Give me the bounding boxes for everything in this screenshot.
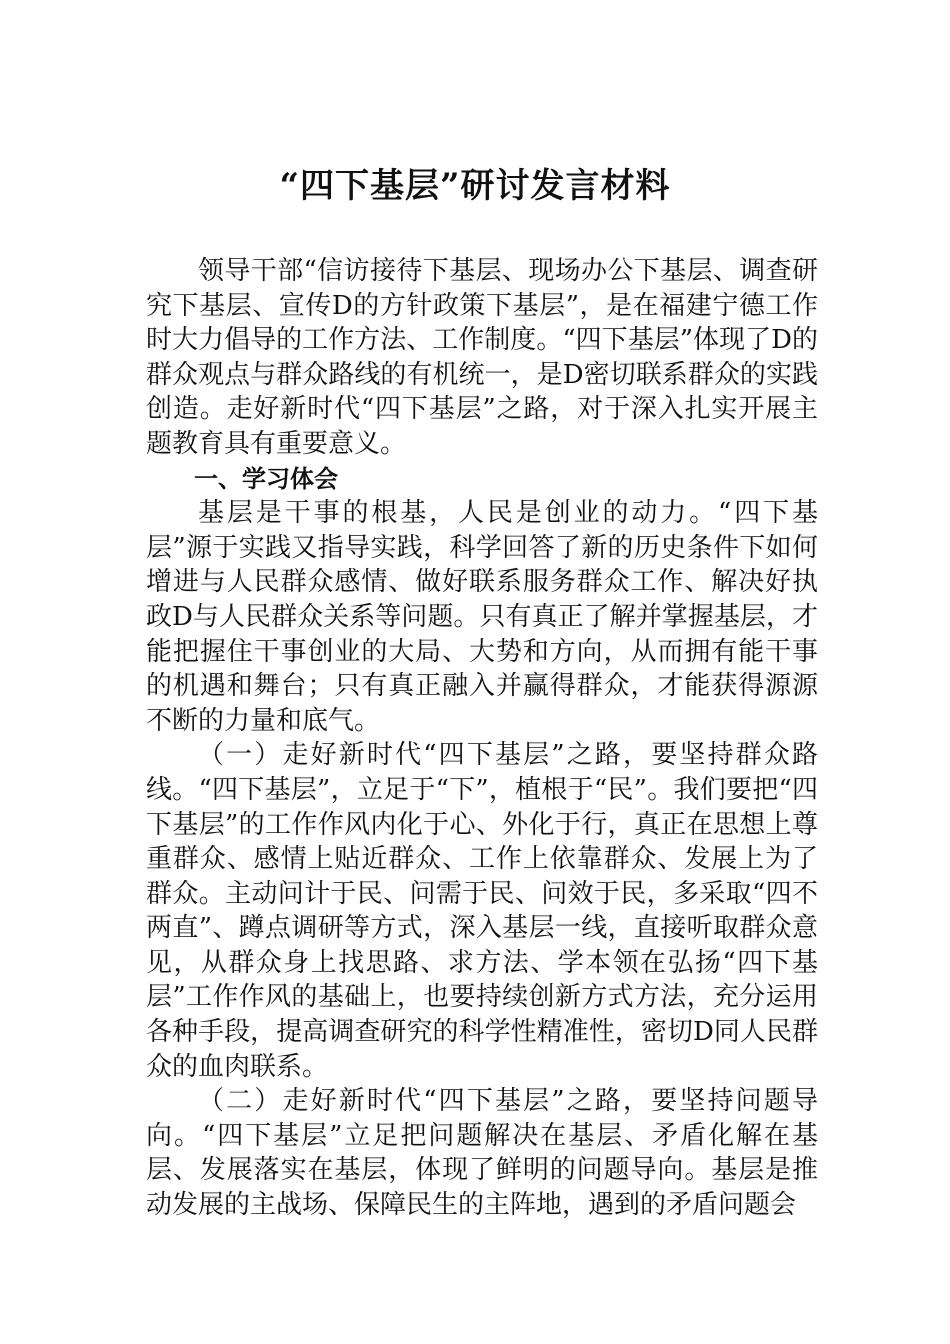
paragraph: （二）走好新时代“四下基层”之路，要坚持问题导向。“四下基层”立足把问题解决在基层、矛盾化解在基层、发展落实在基层，体现了鲜明的问题导向。基层是推动发展的主战场、保障民生的主阵地，遇到的矛盾问题会	[146, 1086, 818, 1221]
intro-paragraph: 领导干部“信访接待下基层、现场办公下基层、调查研究下基层、宣传D的方针政策下基层”，是在福建宁德工作时大力倡导的工作方法、工作制度。“四下基层”体现了D的群众观点与群众路线的有机统一，是D密切联系群众的实践创造。走好新时代“四下基层”之路，对于深入扎实开展主题教育具有重要意义。	[146, 256, 818, 459]
section-heading: 一、学习体会	[194, 464, 338, 493]
paragraph: （一）走好新时代“四下基层”之路，要坚持群众路线。“四下基层”，立足于“下”，植根于“民”。我们要把“四下基层”的工作作风内化于心、外化于行，真正在思想上尊重群众、感情上贴近群众、工作上依靠群众、发展上为了群众。主动问计于民、问需于民、问效于民，多采取“四不两直”、蹲点调研等方式，深入基层一线，直接听取群众意见，从群众身上找思路、求方法、学本领在弘扬“四下基层”工作作风的基础上，也要持续创新方式方法，充分运用各种手段，提高调查研究的科学性精准性，密切D同人民群众的血肉联系。	[146, 740, 818, 1082]
document-body	[146, 254, 818, 1223]
paragraph: 基层是干事的根基，人民是创业的动力。“四下基层”源于实践又指导实践，科学回答了新的历史条件下如何增进与人民群众感情、做好联系服务群众工作、解决好执政D与人民群众关系等问题。只有真正了解并掌握基层，才能把握住干事创业的大局、大势和方向，从而拥有能干事的机遇和舞台；只有真正融入并赢得群众，才能获得源源不断的力量和底气。	[146, 498, 818, 736]
document-title: “四下基层”研讨发言材料	[279, 166, 671, 206]
